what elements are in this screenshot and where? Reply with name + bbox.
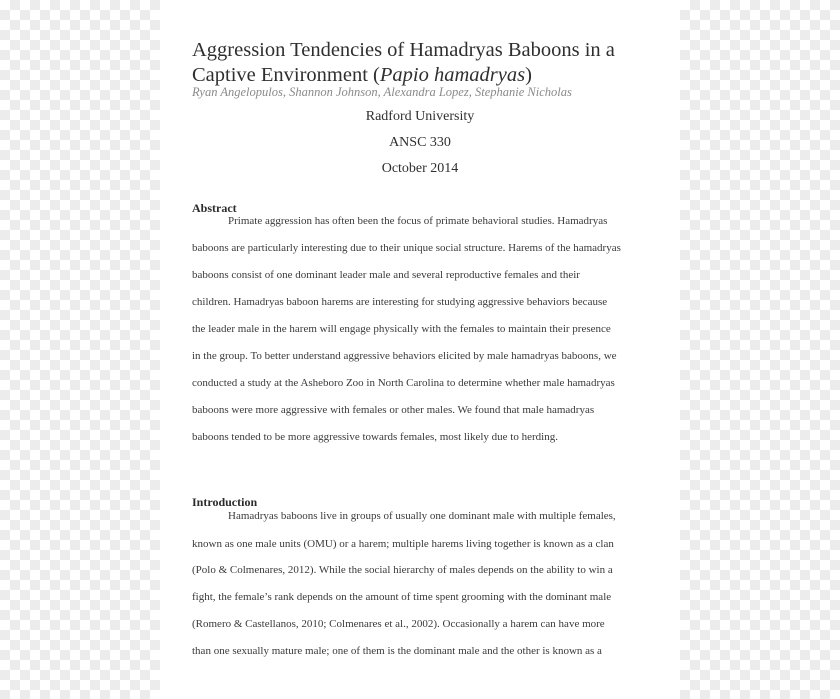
abstract-line: Primate aggression has often been the focus of primate behavioral studies. Hamadryas (228, 215, 608, 227)
introduction-line: fight, the female’s rank depends on the amount of time spent grooming with the dominant male (192, 591, 612, 603)
abstract-line: in the group. To better understand aggressive behaviors elicited by male hamadryas baboons, we (192, 350, 617, 362)
abstract-line: baboons tended to be more aggressive towards females, most likely due to herding. (192, 431, 558, 443)
introduction-line: (Polo & Colmenares, 2012). While the social hierarchy of males depends on the ability to win a (192, 564, 613, 576)
introduction-line: known as one male units (OMU) or a harem; multiple harems living together is known as a clan (192, 538, 614, 550)
title-close: ) (525, 64, 532, 86)
abstract-line: the leader male in the harem will engage physically with the females to maintain their presence (192, 323, 611, 335)
transparency-backdrop-right (680, 0, 840, 699)
title-main: Aggression Tendencies of Hamadryas Baboons in a Captive Environment ( (192, 39, 615, 86)
transparency-backdrop-left (0, 0, 160, 699)
university: Radford University (365, 109, 475, 124)
abstract-line: baboons are particularly interesting due to their unique social structure. Harems of the hamadryas (192, 242, 621, 254)
course-code: ANSC 330 (389, 135, 451, 150)
abstract-line: baboons consist of one dominant leader male and several reproductive females and their (192, 269, 580, 281)
author-list: Ryan Angelopulos, Shannon Johnson, Alexandra Lopez, Stephanie Nicholas (192, 85, 572, 99)
paper-date: October 2014 (381, 161, 459, 176)
abstract-heading: Abstract (192, 201, 237, 215)
introduction-line: than one sexually mature male; one of them is the dominant male and the other is known as a (192, 645, 602, 657)
abstract-line: children. Hamadryas baboon harems are interesting for studying aggressive behaviors because (192, 296, 608, 308)
paper-title (192, 38, 662, 88)
abstract-line: conducted a study at the Asheboro Zoo in North Carolina to determine whether male hamadryas (192, 377, 615, 389)
abstract-line: baboons were more aggressive with females or other males. We found that male hamadryas (192, 404, 595, 416)
introduction-line: (Romero & Castellanos, 2010; Colmenares et al., 2002). Occasionally a harem can have more (192, 618, 605, 630)
introduction-heading: Introduction (192, 495, 258, 509)
title-species: Papio hamadryas (379, 64, 526, 86)
introduction-line: Hamadryas baboons live in groups of usually one dominant male with multiple females, (228, 510, 616, 522)
paper-page (160, 0, 680, 699)
